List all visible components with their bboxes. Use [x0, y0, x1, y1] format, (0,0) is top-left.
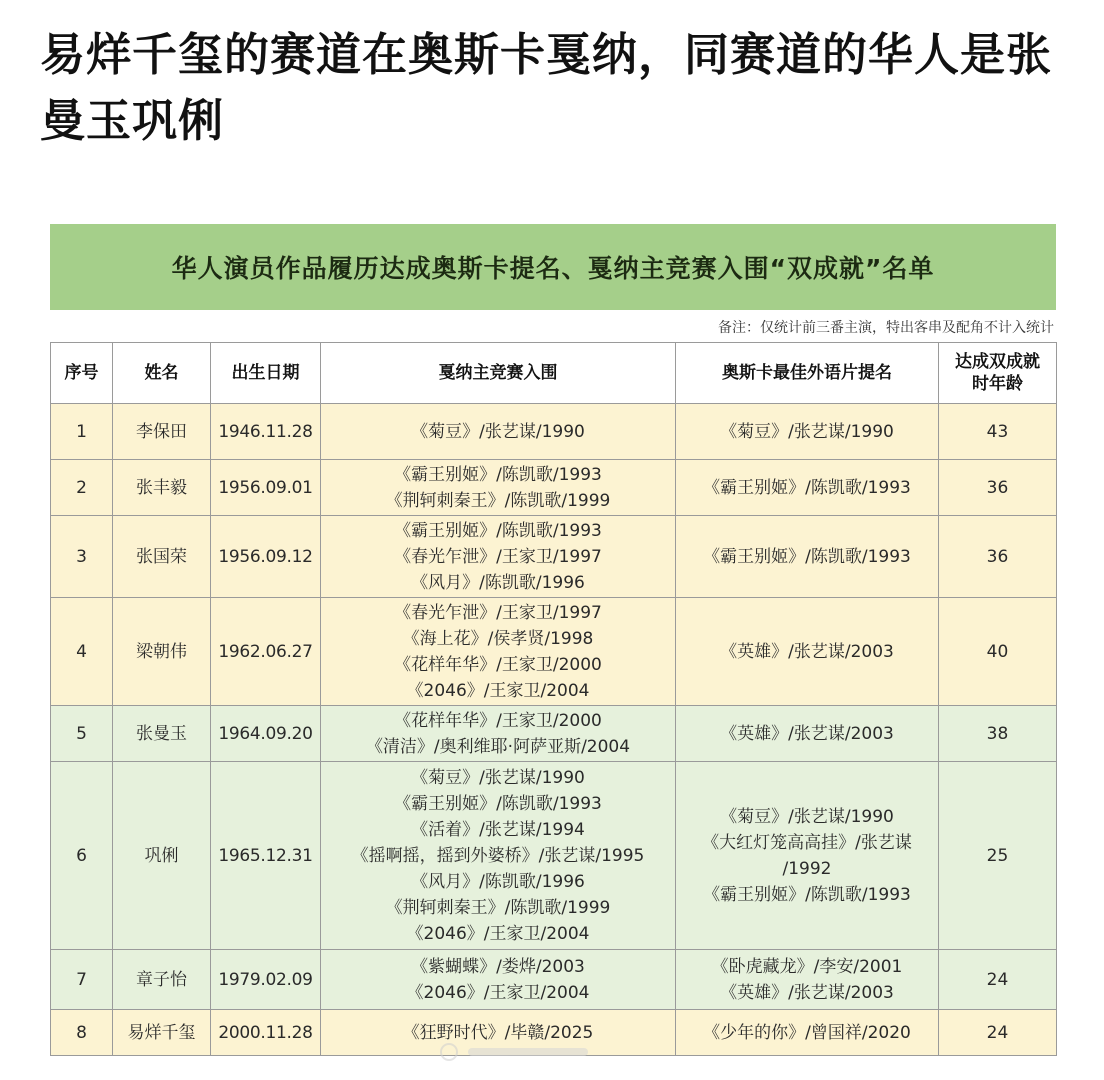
oscar-film: 《霸王别姬》/陈凯歌/1993 — [703, 546, 911, 567]
cell-oscar — [676, 404, 939, 460]
cell-birth: 2000.11.28 — [211, 1010, 321, 1056]
cell-age: 24 — [939, 950, 1057, 1010]
cell-name: 梁朝伟 — [113, 598, 211, 706]
table-row — [51, 460, 1057, 516]
table-footnote: 备注：仅统计前三番主演，特出客串及配角不计入统计 — [718, 320, 1054, 336]
cannes-film: 《风月》/陈凯歌/1996 — [411, 572, 585, 593]
cell-birth: 1956.09.01 — [211, 460, 321, 516]
table-row — [51, 516, 1057, 598]
cannes-film: 《活着》/张艺谋/1994 — [411, 819, 585, 840]
header-cannes: 戛纳主竞赛入围 — [321, 343, 676, 404]
cell-birth: 1965.12.31 — [211, 762, 321, 950]
table-body — [51, 404, 1057, 1056]
cell-name: 张曼玉 — [113, 706, 211, 762]
cell-index: 7 — [51, 950, 113, 1010]
oscar-film: 《少年的你》/曾国祥/2020 — [703, 1022, 911, 1043]
cell-age: 43 — [939, 404, 1057, 460]
oscar-film: 《卧虎藏龙》/李安/2001 — [711, 956, 903, 977]
table-row — [51, 950, 1057, 1010]
cannes-film: 《霸王别姬》/陈凯歌/1993 — [394, 520, 602, 541]
cell-birth: 1962.06.27 — [211, 598, 321, 706]
cell-age: 36 — [939, 460, 1057, 516]
cell-index: 6 — [51, 762, 113, 950]
oscar-film: 《菊豆》/张艺谋/1990 — [720, 421, 894, 442]
cell-cannes — [321, 516, 676, 598]
oscar-film: 《英雄》/张艺谋/2003 — [720, 723, 894, 744]
cannes-film: 《摇啊摇，摇到外婆桥》/张艺谋/1995 — [351, 845, 645, 866]
cannes-film: 《花样年华》/王家卫/2000 — [394, 710, 602, 731]
cell-birth: 1956.09.12 — [211, 516, 321, 598]
cell-index: 2 — [51, 460, 113, 516]
cell-name: 李保田 — [113, 404, 211, 460]
cell-birth: 1946.11.28 — [211, 404, 321, 460]
cell-index: 5 — [51, 706, 113, 762]
oscar-film: 《英雄》/张艺谋/2003 — [720, 641, 894, 662]
cell-birth: 1964.09.20 — [211, 706, 321, 762]
oscar-film: /1992 — [782, 858, 832, 879]
cannes-film: 《荆轲刺秦王》/陈凯歌/1999 — [385, 490, 611, 511]
table-row — [51, 762, 1057, 950]
cell-age: 24 — [939, 1010, 1057, 1056]
cannes-film: 《春光乍泄》/王家卫/1997 — [394, 602, 602, 623]
cannes-film: 《霸王别姬》/陈凯歌/1993 — [394, 793, 602, 814]
cell-name: 章子怡 — [113, 950, 211, 1010]
header-index: 序号 — [51, 343, 113, 404]
cannes-film: 《2046》/王家卫/2004 — [406, 680, 590, 701]
header-birth: 出生日期 — [211, 343, 321, 404]
oscar-film: 《霸王别姬》/陈凯歌/1993 — [703, 477, 911, 498]
table-header-row — [51, 343, 1057, 404]
actors-table — [50, 342, 1057, 1056]
header-age-line1: 达成双成就 — [955, 352, 1040, 372]
cannes-film: 《海上花》/侯孝贤/1998 — [402, 628, 594, 649]
watermark — [440, 1042, 670, 1062]
cell-age: 40 — [939, 598, 1057, 706]
cell-cannes — [321, 706, 676, 762]
cell-cannes — [321, 762, 676, 950]
cell-age: 25 — [939, 762, 1057, 950]
oscar-film: 《英雄》/张艺谋/2003 — [720, 982, 894, 1003]
cell-oscar — [676, 706, 939, 762]
cannes-film: 《清洁》/奥利维耶·阿萨亚斯/2004 — [365, 736, 631, 757]
cannes-film: 《2046》/王家卫/2004 — [406, 923, 590, 944]
cell-age: 38 — [939, 706, 1057, 762]
cell-cannes — [321, 598, 676, 706]
cell-birth: 1979.02.09 — [211, 950, 321, 1010]
cannes-film: 《紫蝴蝶》/娄烨/2003 — [411, 956, 585, 977]
header-name: 姓名 — [113, 343, 211, 404]
cell-name: 张丰毅 — [113, 460, 211, 516]
cell-oscar — [676, 460, 939, 516]
header-age — [939, 343, 1057, 404]
cannes-film: 《花样年华》/王家卫/2000 — [394, 654, 602, 675]
cell-name: 张国荣 — [113, 516, 211, 598]
cannes-film: 《风月》/陈凯歌/1996 — [411, 871, 585, 892]
oscar-film: 《大红灯笼高高挂》/张艺谋 — [702, 832, 912, 853]
table-row — [51, 706, 1057, 762]
cell-oscar — [676, 516, 939, 598]
header-oscar: 奥斯卡最佳外语片提名 — [676, 343, 939, 404]
watermark-logo-icon — [440, 1043, 458, 1061]
cell-oscar — [676, 762, 939, 950]
table-row — [51, 598, 1057, 706]
cell-index: 1 — [51, 404, 113, 460]
cell-name: 巩俐 — [113, 762, 211, 950]
cannes-film: 《狂野时代》/毕赣/2025 — [402, 1022, 594, 1043]
cell-name: 易烊千玺 — [113, 1010, 211, 1056]
cell-cannes — [321, 460, 676, 516]
oscar-film: 《菊豆》/张艺谋/1990 — [720, 806, 894, 827]
table-row — [51, 404, 1057, 460]
header-age-line2: 时年龄 — [972, 374, 1023, 394]
cannes-film: 《菊豆》/张艺谋/1990 — [411, 767, 585, 788]
cannes-film: 《菊豆》/张艺谋/1990 — [411, 421, 585, 442]
cannes-film: 《2046》/王家卫/2004 — [406, 982, 590, 1003]
watermark-bar — [468, 1048, 588, 1056]
post-title: 易烊千玺的赛道在奥斯卡戛纳，同赛道的华人是张曼玉巩俐 — [40, 28, 1053, 147]
cell-index: 3 — [51, 516, 113, 598]
cell-oscar — [676, 598, 939, 706]
cell-cannes — [321, 950, 676, 1010]
cell-oscar — [676, 1010, 939, 1056]
cell-index: 8 — [51, 1010, 113, 1056]
cell-age: 36 — [939, 516, 1057, 598]
cannes-film: 《霸王别姬》/陈凯歌/1993 — [394, 464, 602, 485]
oscar-film: 《霸王别姬》/陈凯歌/1993 — [703, 884, 911, 905]
cannes-film: 《春光乍泄》/王家卫/1997 — [394, 546, 602, 567]
cell-index: 4 — [51, 598, 113, 706]
cell-cannes — [321, 404, 676, 460]
cannes-film: 《荆轲刺秦王》/陈凯歌/1999 — [385, 897, 611, 918]
table-image-card — [50, 224, 1058, 1054]
cell-oscar — [676, 950, 939, 1010]
table-banner-title: 华人演员作品履历达成奥斯卡提名、戛纳主竞赛入围“双成就”名单 — [50, 224, 1056, 310]
